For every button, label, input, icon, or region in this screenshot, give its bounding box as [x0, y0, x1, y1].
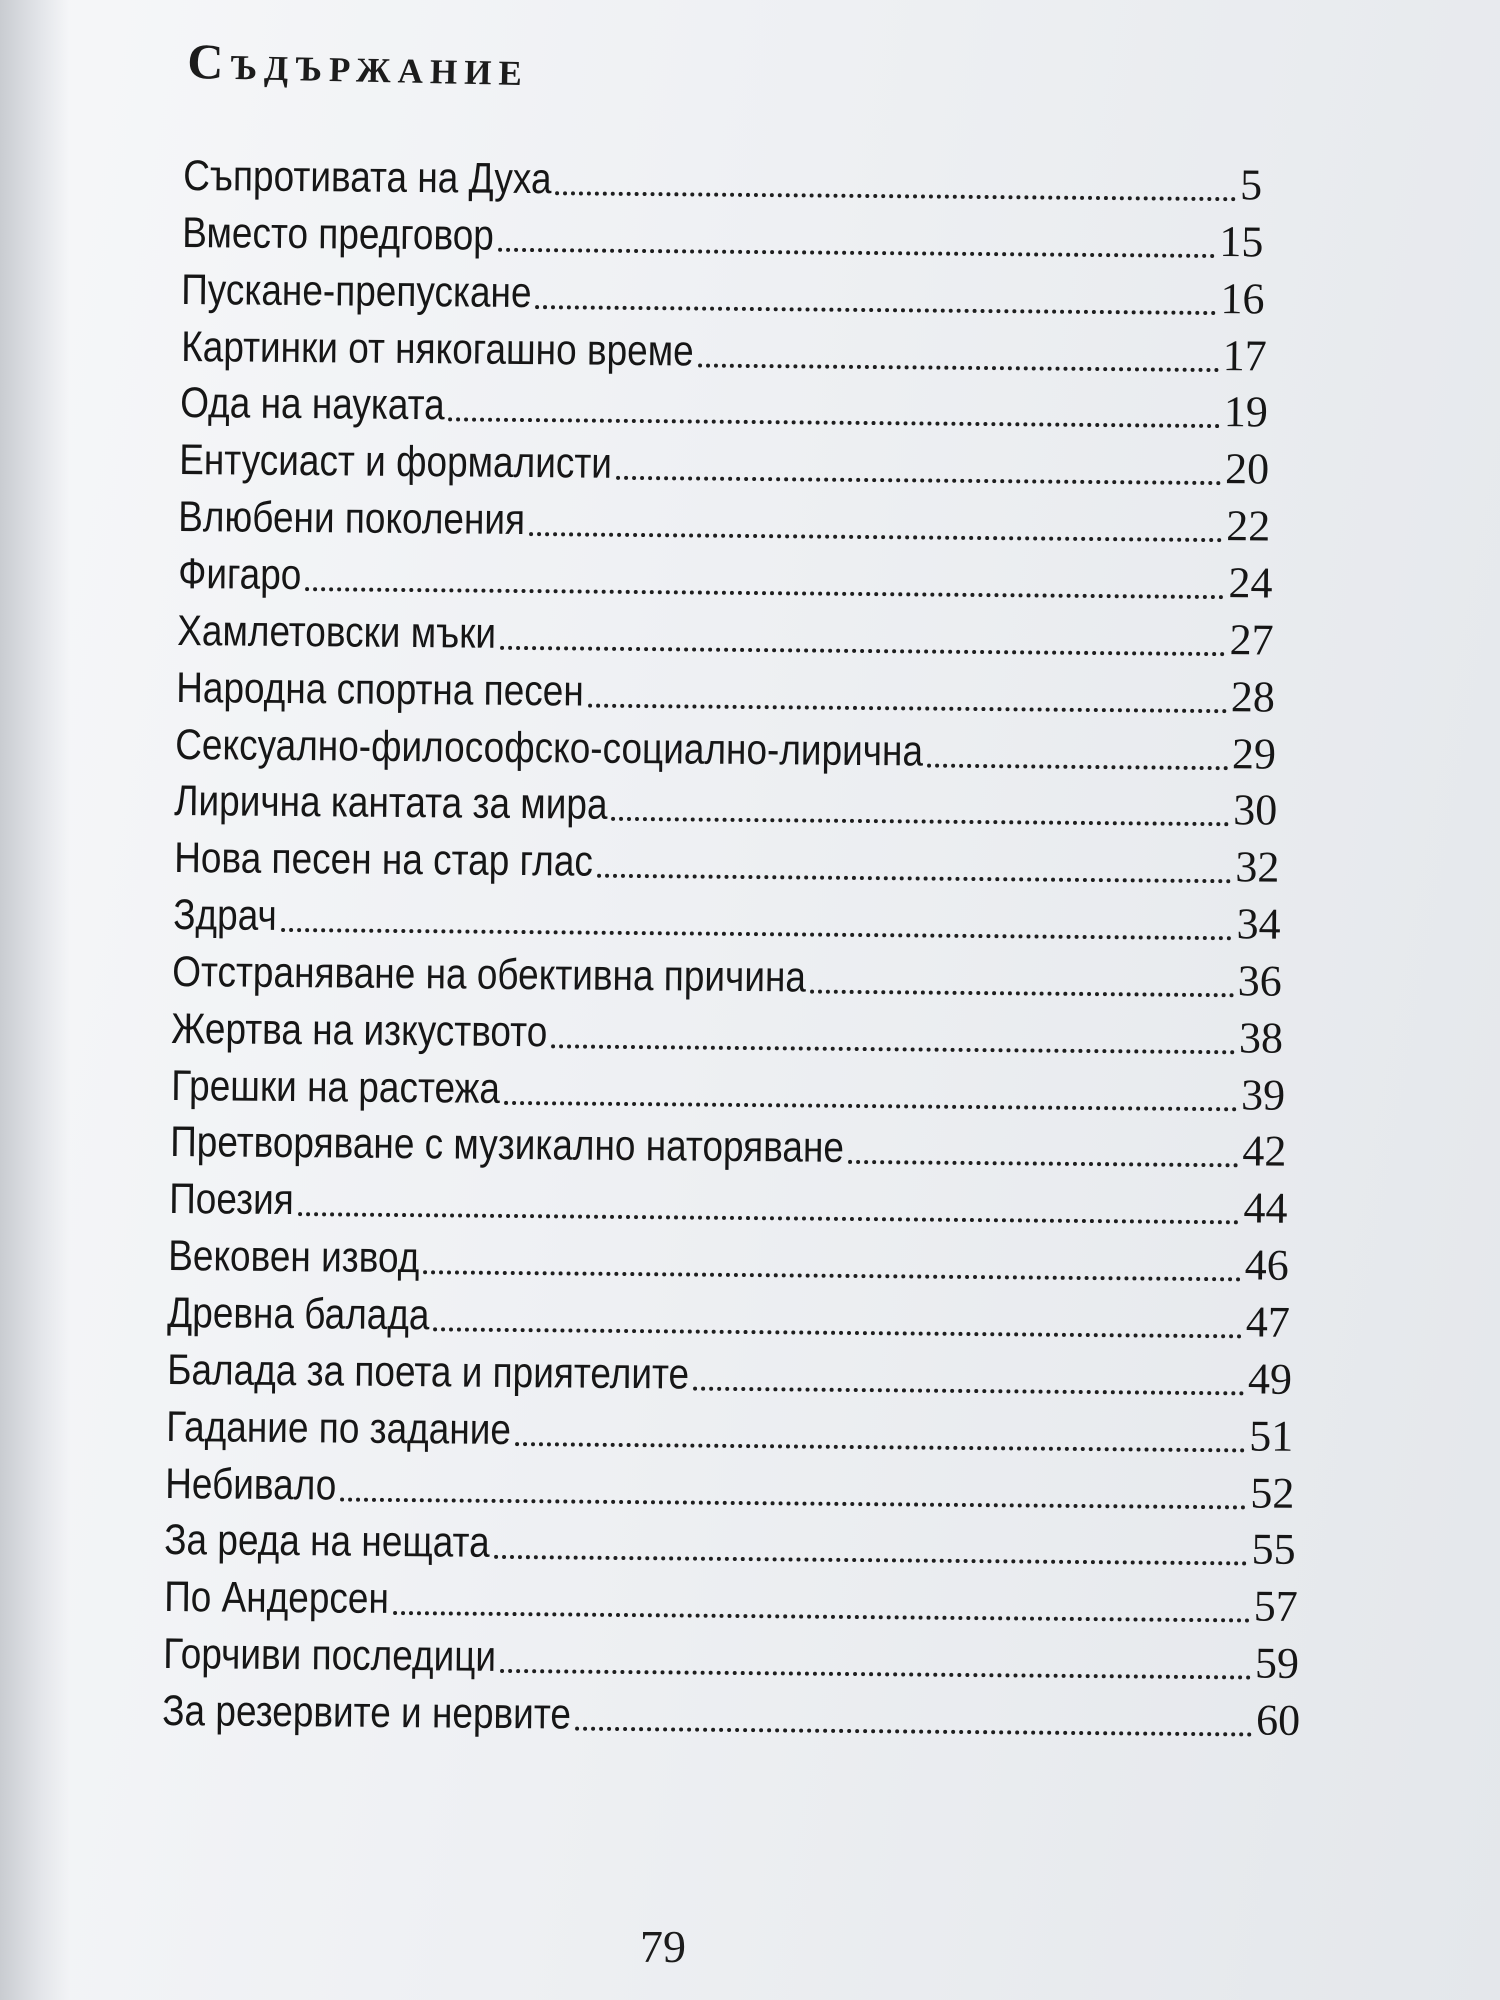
dot-leader: [498, 248, 1215, 258]
toc-entry-page: 36: [1237, 956, 1283, 1006]
toc-entry: [183, 145, 1262, 210]
toc-entry-title: Отстраняване на обективна причина: [172, 947, 807, 1002]
toc-entry: [162, 1680, 1300, 1746]
dot-leader: [515, 1442, 1245, 1452]
toc-entry: [174, 827, 1280, 893]
toc-entry-page: 5: [1239, 160, 1263, 210]
toc-entry-title: Нова песен на стар глас: [173, 834, 593, 886]
toc-entry: [165, 1453, 1295, 1519]
toc-entry: [174, 770, 1277, 836]
toc-entry-title: Балада за поета и приятелите: [166, 1345, 689, 1399]
toc-entry-title: Картинки от някогашно време: [180, 322, 694, 376]
toc-entry-page: 29: [1232, 728, 1277, 779]
toc-entry: [168, 1225, 1289, 1291]
toc-entry-title: По Андерсен: [163, 1573, 389, 1624]
toc-entry-title: Ентусиаст и формалисти: [179, 436, 613, 489]
toc-entry-page: 16: [1220, 273, 1266, 324]
toc-entry: [167, 1282, 1290, 1348]
toc-entry-page: 27: [1229, 614, 1274, 665]
dot-leader: [281, 928, 1233, 940]
toc-entry: [169, 1168, 1288, 1234]
toc-entry: [178, 543, 1273, 609]
dot-leader: [693, 1386, 1244, 1395]
toc-entry-title: Влюбени поколения: [178, 493, 526, 545]
toc-entry-title: Древна балада: [167, 1289, 431, 1340]
toc-entry: [166, 1396, 1294, 1462]
toc-entry-title: Пускане-препускане: [181, 265, 533, 317]
toc-entry: [181, 259, 1265, 324]
dot-leader: [423, 1270, 1240, 1281]
toc-entry-title: Небивало: [165, 1459, 337, 1510]
toc-entry-title: Фигаро: [177, 549, 302, 600]
toc-entry-title: Гадание по задание: [165, 1402, 512, 1454]
toc-entry-page: 47: [1246, 1297, 1291, 1347]
toc-entry-page: 55: [1251, 1524, 1297, 1575]
toc-entry: [175, 714, 1276, 780]
toc-entry-title: Здрач: [172, 891, 277, 940]
toc-entry-page: 52: [1250, 1468, 1295, 1518]
toc-entry-title: Лирична кантата за мира: [174, 777, 609, 830]
toc-entry-title: Вместо предговор: [182, 208, 495, 260]
toc-entry-page: 30: [1233, 785, 1278, 835]
dot-leader: [810, 989, 1234, 997]
toc-entry-page: 15: [1219, 216, 1264, 267]
dot-leader: [555, 191, 1236, 201]
toc-entry-title: Поезия: [169, 1175, 294, 1225]
dot-leader: [494, 1555, 1248, 1566]
toc-entry-title: Претворяване с музикално наторяване: [169, 1118, 844, 1173]
toc-entry: [182, 202, 1264, 267]
dot-leader: [588, 703, 1227, 713]
dot-leader: [697, 363, 1218, 372]
toc-entry-page: 34: [1236, 899, 1281, 949]
dot-leader: [575, 1727, 1252, 1737]
dot-leader: [536, 305, 1217, 315]
dot-leader: [616, 476, 1221, 485]
toc-entry-page: 38: [1239, 1013, 1284, 1063]
toc-entry-page: 28: [1230, 671, 1276, 722]
toc-entry-title: Съпротивата на Духа: [183, 152, 552, 204]
toc-entry: [177, 600, 1274, 666]
contents-heading: Съдържание: [186, 32, 530, 97]
toc-entry-page: 59: [1254, 1638, 1299, 1689]
dot-leader: [529, 532, 1222, 542]
toc-entry-title: Сексуално-философско-социално-лирична: [175, 720, 924, 776]
dot-leader: [927, 763, 1228, 770]
toc-entry-page: 46: [1244, 1240, 1290, 1290]
dot-leader: [448, 418, 1219, 429]
toc-entry-title: За реда на нещата: [164, 1516, 491, 1568]
toc-entry-page: 51: [1248, 1411, 1294, 1461]
dot-leader: [848, 1160, 1238, 1167]
dot-leader: [500, 1669, 1251, 1680]
toc-entry: [164, 1509, 1296, 1575]
dot-leader: [298, 1212, 1240, 1224]
dot-leader: [305, 587, 1224, 599]
toc-entry-page: 39: [1240, 1069, 1285, 1120]
dot-leader: [392, 1611, 1249, 1622]
dot-leader: [500, 646, 1226, 656]
toc-entry-page: 60: [1255, 1695, 1301, 1745]
toc-entry-page: 20: [1225, 444, 1270, 494]
toc-entry: [181, 316, 1267, 381]
toc-entry-page: 44: [1243, 1183, 1288, 1234]
toc-entry: [170, 1111, 1287, 1177]
toc-entry-page: 24: [1227, 558, 1273, 608]
toc-entry: [180, 372, 1268, 437]
toc-entry: [176, 657, 1275, 723]
toc-entry-page: 19: [1223, 387, 1269, 437]
toc-entry: [171, 998, 1283, 1064]
dot-leader: [612, 817, 1230, 826]
toc-entry: [172, 941, 1282, 1007]
toc-entry: [167, 1339, 1292, 1405]
toc-entry-page: 57: [1253, 1581, 1298, 1632]
toc-entry: [178, 486, 1271, 552]
toc-entry: [179, 429, 1269, 495]
toc-entry: [163, 1623, 1299, 1689]
toc-entry: [173, 884, 1281, 950]
toc-entry-title: За резервите и нервите: [162, 1687, 572, 1739]
toc-entry-page: 17: [1222, 330, 1267, 381]
toc-entry-title: Вековен извод: [168, 1232, 420, 1283]
toc-entry-page: 22: [1226, 501, 1271, 551]
toc-entry: [164, 1566, 1298, 1632]
dot-leader: [596, 874, 1231, 884]
dot-leader: [503, 1101, 1236, 1111]
toc-entry-page: 32: [1234, 842, 1280, 892]
toc-entry-title: Хамлетовски мъки: [176, 606, 497, 658]
toc-entry-title: Жертва на изкуството: [171, 1004, 548, 1057]
toc-entry-title: Грешки на растежа: [170, 1061, 500, 1113]
toc-entry: [171, 1055, 1285, 1121]
toc-entry-page: 42: [1241, 1126, 1287, 1177]
toc-entry-title: Ода на науката: [179, 379, 445, 430]
page-number: 79: [640, 1921, 686, 1972]
toc-entry-title: Народна спортна песен: [176, 663, 584, 716]
dot-leader: [434, 1327, 1242, 1338]
toc-entry-page: 49: [1247, 1354, 1292, 1404]
dot-leader: [552, 1044, 1236, 1054]
toc-entry-title: Горчиви последици: [162, 1630, 497, 1682]
dot-leader: [340, 1497, 1246, 1509]
